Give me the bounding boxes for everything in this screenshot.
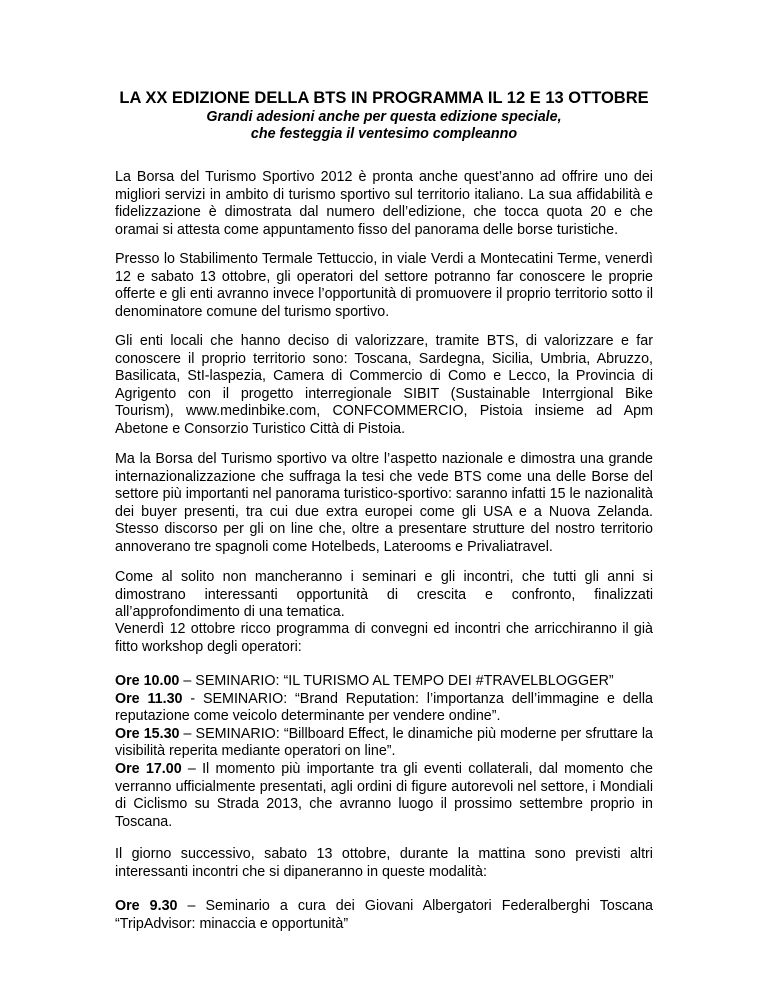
subtitle-line-2: che festeggia il ventesimo compleanno [250, 126, 518, 142]
paragraph-2: Presso lo Stabilimento Termale Tettuccio, in viale Verdi a Montecatini Terme, venerdì 12 e sabato 13 ottobre, gli operatori del settore potranno far conoscere le proprie offerte e gli enti avranno invece l’opportunità di promuovere il proprio territorio sotto il denominatore comune del turismo sportivo. [115, 251, 653, 320]
schedule-time: Ore 10.00 [115, 673, 180, 689]
paragraph-3: Gli enti locali che hanno deciso di valorizzare, tramite BTS, di valorizzare e far conoscere il proprio territorio sono: Toscana, Sardegna, Sicilia, Umbria, Abruzzo, Basilicata, StI-laspezia, Camera di Commercio di Como e Lecco, la Provincia di Agrigento con il progetto interregionale SIBIT (Sustainable Interrgional Bike Tourism), www.medinbike.com, CONFCOMMERCIO, Pistoia insieme ad Apm Abetone e Consorzio Turistico Città di Pistoia. [115, 333, 653, 437]
schedule-time: Ore 11.30 [115, 690, 183, 707]
schedule-item [115, 691, 653, 726]
schedule-text: – SEMINARIO: “IL TURISMO AL TEMPO DEI #TRAVELBLOGGER” [179, 673, 614, 689]
paragraph-4: Ma la Borsa del Turismo sportivo va oltre l’aspetto nazionale e dimostra una grande internazionalizzazione che suffraga la tesi che vede BTS come una delle Borse del settore più importanti nel panorama turistico-sportivo: saranno infatti 15 le nazionalità dei buyer presenti, tra cui due extra europei come gli USA e a Nuova Zelanda. Stesso discorso per gli on line che, oltre a presentare strutture del nostro territorio annoverano tre spagnoli come Hotelbeds, Laterooms e Privaliatravel. [115, 451, 654, 555]
schedule-time: Ore 15.30 [115, 725, 180, 742]
schedule-time: Ore 9.30 [115, 898, 178, 914]
schedule-text: – Seminario a cura dei Giovani Albergatori Federalberghi Toscana “TripAdvisor: minaccia e opportunità” [115, 898, 653, 932]
document-title: LA XX EDIZIONE DELLA BTS IN PROGRAMMA IL 12 E 13 OTTOBRE [119, 89, 649, 107]
schedule-item [115, 673, 653, 691]
schedule-item [115, 898, 653, 933]
paragraph-7: Il giorno successivo, sabato 13 ottobre, durante la mattina sono previsti altri interessanti incontri che si dipaneranno in queste modalità: [115, 846, 653, 880]
paragraph-5: Come al solito non mancheranno i seminari e gli incontri, che tutti gli anni si dimostrano interessanti opportunità di crescita e confronto, finalizzati all’approfondimento di una tematica. [115, 569, 653, 621]
paragraph-6: Venerdì 12 ottobre ricco programma di convegni ed incontri che arricchiranno il già fitto workshop degli operatori: [115, 621, 653, 655]
schedule-item [115, 761, 653, 831]
schedule-text: – Il momento più importante tra gli eventi collaterali, dal momento che verranno ufficialmente presentati, agli ordini di figure autorevoli nel settore, i Mondiali di Ciclismo su Strada 2013, che avranno luogo il prossimo settembre proprio in Toscana. [115, 760, 654, 830]
document-subtitle [0, 109, 768, 143]
schedule-time: Ore 17.00 [115, 760, 182, 777]
schedule-text: - SEMINARIO: “Brand Reputation: l’importanza dell’immagine e della reputazione come veicolo determinante per vendere ondine”. [115, 690, 653, 725]
schedule-item [115, 726, 653, 761]
schedule-day-1 [115, 673, 653, 831]
schedule-text: – SEMINARIO: “Billboard Effect, le dinamiche più moderne per sfruttare la visibilità reperita mediante operatori on line”. [115, 725, 653, 760]
schedule-day-2 [115, 898, 653, 933]
paragraph-1: La Borsa del Turismo Sportivo 2012 è pronta anche quest’anno ad offrire uno dei migliori servizi in ambito di turismo sportivo sul territorio italiano. La sua affidabilità e fidelizzazione è dimostrata dal numero dell’edizione, che tocca quota 20 e che oramai si attesta come appuntamento fisso del panorama delle borse turistiche. [115, 169, 653, 238]
subtitle-line-1: Grandi adesioni anche per questa edizione speciale, [206, 109, 562, 125]
